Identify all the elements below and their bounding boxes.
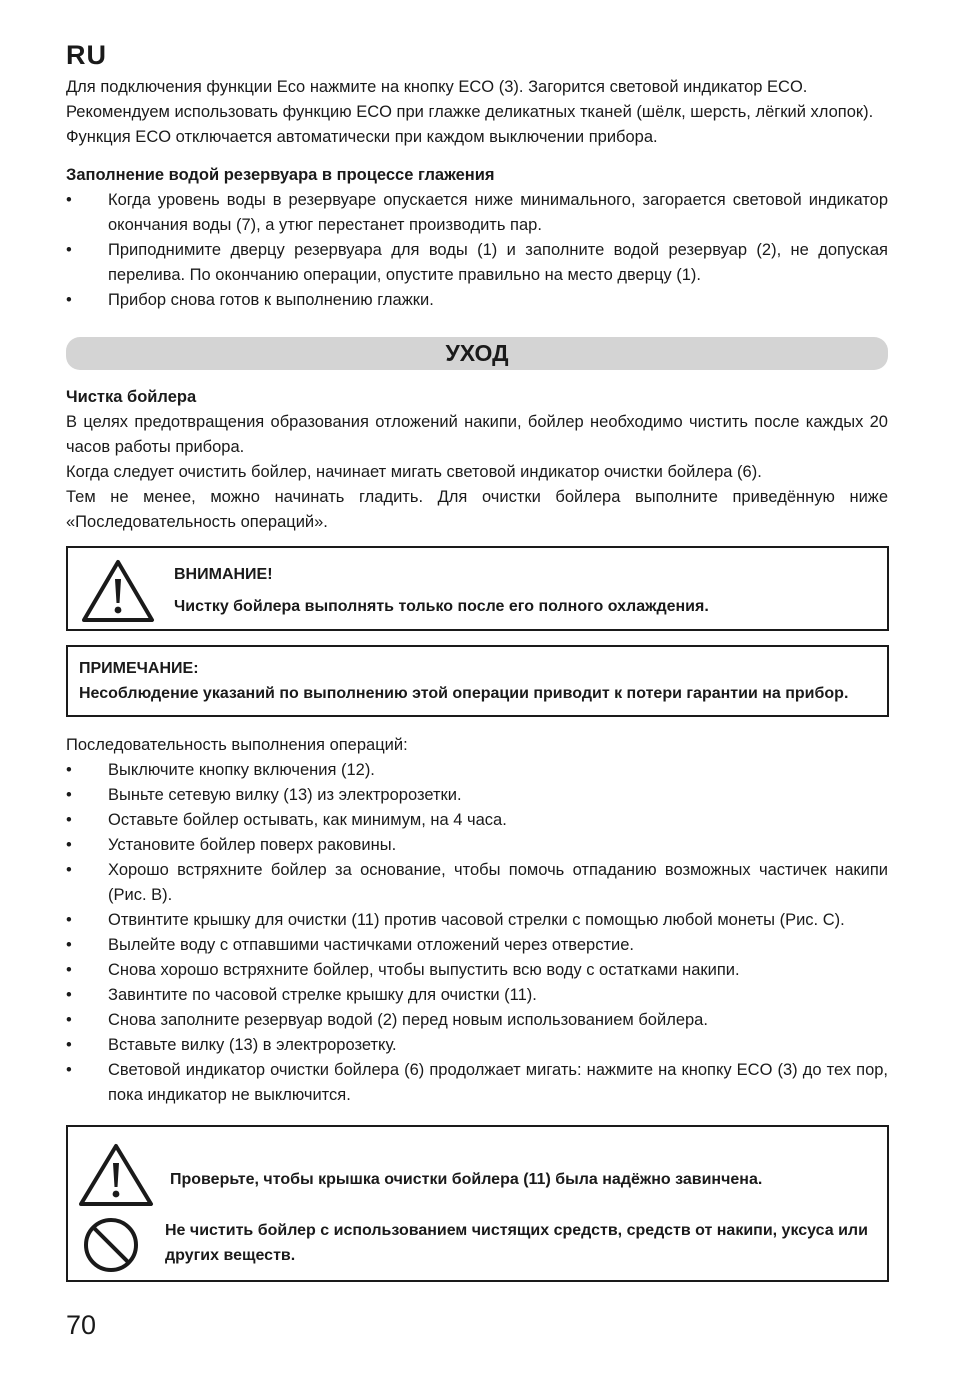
list-item [66, 288, 888, 313]
refill-heading: Заполнение водой резервуара в процессе глажения [66, 166, 495, 184]
list-item-text: Снова заполните резервуар водой (2) перед новым использованием бойлера. [108, 1011, 708, 1029]
bullet: • [66, 1036, 72, 1054]
list-item-text: Установите бойлер поверх раковины. [108, 836, 397, 854]
list-item-text: Приподнимите дверцу резервуара для воды (1) и заполните водой резервуар (2), не допуская перелива. По окончанию операции, опустите правильно на место дверцу (1). [108, 241, 888, 284]
bullet: • [66, 1061, 72, 1079]
bullet: • [66, 861, 72, 879]
warning-triangle-icon [80, 557, 156, 625]
list-item-text: Выньте сетевую вилку (13) из электророзетки. [108, 786, 462, 804]
bullet: • [66, 836, 72, 854]
warning-title: ВНИМАНИЕ! [174, 566, 273, 583]
list-item [66, 858, 888, 908]
list-item [66, 188, 888, 238]
bullet: • [66, 911, 72, 929]
sequence-intro: Последовательность выполнения операций: [66, 736, 408, 754]
bullet: • [66, 986, 72, 1004]
list-item-text: Хорошо встряхните бойлер за основание, чтобы помочь отпаданию возможных частичек накипи (Рис. B). [108, 861, 888, 904]
list-item [66, 808, 888, 833]
warning-box [66, 546, 889, 631]
boiler-paragraph-3: Тем не менее, можно начинать гладить. Для очистки бойлера выполните приведённую ниже «Последовательность операций». [66, 488, 888, 531]
prohibit-text: Не чистить бойлер с использованием чистящих средств, средств от накипи, уксуса или других веществ. [165, 1222, 868, 1264]
list-item [66, 833, 888, 858]
bullet: • [66, 786, 72, 804]
list-item [66, 933, 888, 958]
list-item [66, 783, 888, 808]
list-item [66, 758, 888, 783]
bullet: • [66, 761, 72, 779]
list-item-text: Когда уровень воды в резервуаре опускается ниже минимального, загорается световой индикатор окончания воды (7), а утюг перестанет производить пар. [108, 191, 888, 234]
list-item [66, 1058, 888, 1108]
bullet: • [66, 191, 72, 209]
intro-line-2: Рекомендуем использовать функцию ECO при глажке деликатных тканей (шёлк, шерсть, лёгкий хлопок). [66, 103, 874, 121]
list-item-text: Вылейте воду с отпавшими частичками отложений через отверстие. [108, 936, 635, 954]
warning-text: Чистку бойлера выполнять только после его полного охлаждения. [174, 598, 709, 615]
note-box [66, 645, 889, 717]
bullet: • [66, 291, 72, 309]
boiler-paragraph-2: Когда следует очистить бойлер, начинает мигать световой индикатор очистки бойлера (6). [66, 463, 762, 481]
boiler-heading: Чистка бойлера [66, 388, 197, 406]
bullet: • [66, 811, 72, 829]
safety-box [66, 1125, 889, 1282]
list-item [66, 1008, 888, 1033]
bullet: • [66, 241, 72, 259]
bullet: • [66, 961, 72, 979]
language-code: RU [66, 40, 107, 70]
section-title-bar: УХОД [66, 337, 888, 370]
list-item [66, 1033, 888, 1058]
prohibition-icon [82, 1216, 140, 1274]
list-item-text: Отвинтите крышку для очистки (11) против часовой стрелки с помощью любой монеты (Рис. C). [108, 911, 845, 929]
list-item [66, 238, 888, 288]
note-title: ПРИМЕЧАНИЕ: [79, 660, 199, 677]
list-item-text: Прибор снова готов к выполнению глажки. [108, 291, 434, 309]
list-item-text: Вставьте вилку (13) в электророзетку. [108, 1036, 397, 1054]
bullet: • [66, 936, 72, 954]
page-number: 70 [66, 1310, 97, 1340]
list-item-text: Выключите кнопку включения (12). [108, 761, 375, 779]
intro-line-1: Для подключения функции Eco нажмите на кнопку ECO (3). Загорится световой индикатор ECO. [66, 78, 808, 96]
list-item-text: Световой индикатор очистки бойлера (6) продолжает мигать: нажмите на кнопку ECO (3) до тех пор, пока индикатор не выключится. [108, 1061, 888, 1104]
note-text: Несоблюдение указаний по выполнению этой операции приводит к потери гарантии на прибор. [79, 685, 849, 702]
list-item-text: Снова хорошо встряхните бойлер, чтобы выпустить всю воду с остатками накипи. [108, 961, 740, 979]
list-item [66, 908, 888, 933]
list-item [66, 983, 888, 1008]
warning-triangle-icon [77, 1141, 155, 1209]
intro-line-3: Функция ECO отключается автоматически при каждом выключении прибора. [66, 128, 658, 146]
list-item [66, 958, 888, 983]
bullet: • [66, 1011, 72, 1029]
list-item-text: Завинтите по часовой стрелке крышку для очистки (11). [108, 986, 537, 1004]
check-cap-text: Проверьте, чтобы крышка очистки бойлера (11) была надёжно завинчена. [170, 1171, 763, 1188]
list-item-text: Оставьте бойлер остывать, как минимум, на 4 часа. [108, 811, 507, 829]
boiler-paragraph-1: В целях предотвращения образования отложений накипи, бойлер необходимо чистить после каждых 20 часов работы прибора. [66, 413, 888, 456]
